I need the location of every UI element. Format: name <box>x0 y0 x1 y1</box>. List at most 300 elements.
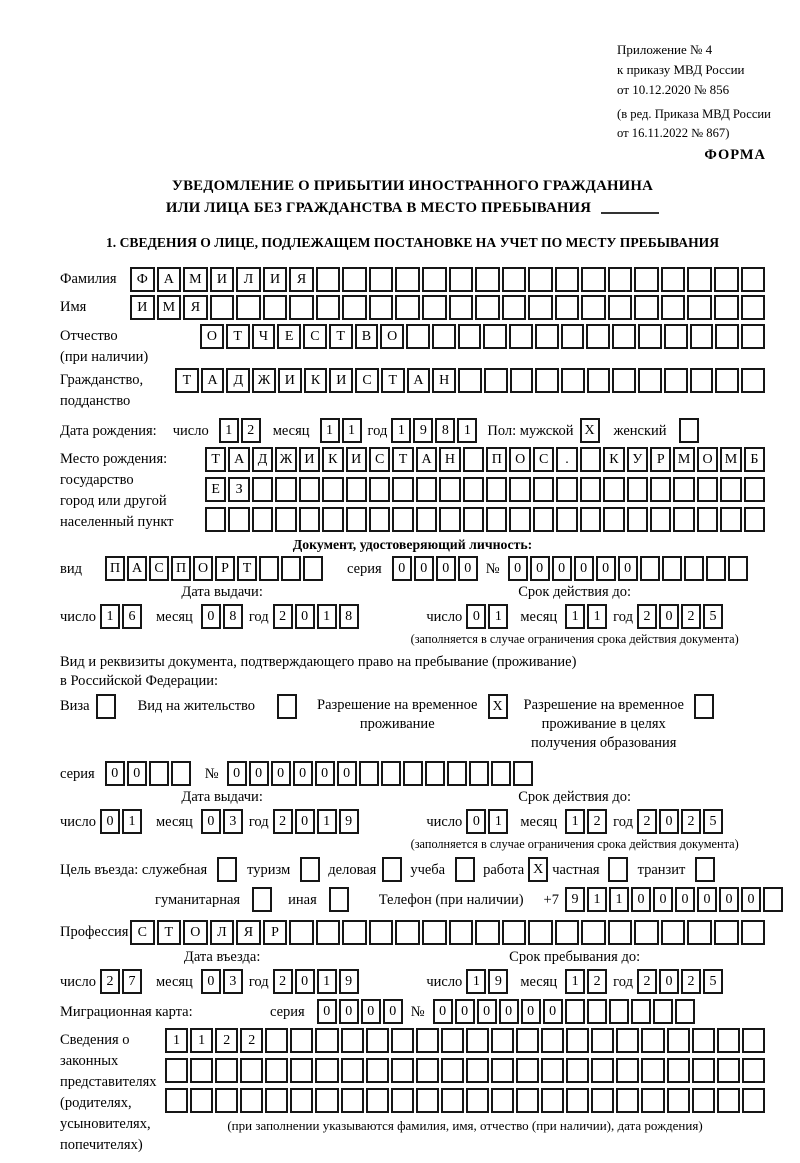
char-cell[interactable]: 0 <box>508 556 528 581</box>
char-cell[interactable] <box>692 1088 715 1113</box>
char-cell[interactable] <box>215 1058 238 1083</box>
char-cell[interactable] <box>290 1028 313 1053</box>
char-cell[interactable] <box>165 1058 188 1083</box>
char-cell[interactable] <box>165 1088 188 1113</box>
char-cell[interactable]: 1 <box>165 1028 188 1053</box>
char-cell[interactable] <box>275 507 296 532</box>
char-cell[interactable] <box>717 1058 740 1083</box>
char-cell[interactable]: К <box>322 447 343 472</box>
char-cell[interactable]: И <box>346 447 367 472</box>
char-cell[interactable] <box>556 507 577 532</box>
char-cell[interactable] <box>587 368 611 393</box>
entry-day-boxes[interactable] <box>100 969 142 994</box>
iddoc-valid-day-boxes[interactable] <box>466 604 508 629</box>
char-cell[interactable] <box>634 295 659 320</box>
char-cell[interactable] <box>662 556 682 581</box>
char-cell[interactable] <box>342 295 367 320</box>
char-cell[interactable] <box>491 761 511 786</box>
char-cell[interactable]: 0 <box>361 999 381 1024</box>
char-cell[interactable]: Я <box>236 920 261 945</box>
char-cell[interactable]: . <box>556 447 577 472</box>
char-cell[interactable] <box>695 857 715 882</box>
char-cell[interactable] <box>447 761 467 786</box>
char-cell[interactable] <box>391 1028 414 1053</box>
char-cell[interactable] <box>556 477 577 502</box>
char-cell[interactable] <box>608 267 633 292</box>
char-cell[interactable] <box>316 295 341 320</box>
char-cell[interactable] <box>439 507 460 532</box>
char-cell[interactable]: 2 <box>587 969 607 994</box>
char-cell[interactable] <box>653 999 673 1024</box>
char-cell[interactable] <box>741 324 765 349</box>
char-cell[interactable] <box>581 267 606 292</box>
char-cell[interactable]: 0 <box>596 556 616 581</box>
char-cell[interactable] <box>586 324 610 349</box>
char-cell[interactable] <box>720 477 741 502</box>
char-cell[interactable] <box>741 920 766 945</box>
char-cell[interactable] <box>346 507 367 532</box>
char-cell[interactable] <box>516 1028 539 1053</box>
char-cell[interactable] <box>561 368 585 393</box>
char-cell[interactable] <box>690 368 714 393</box>
char-cell[interactable] <box>395 267 420 292</box>
char-cell[interactable] <box>717 1088 740 1113</box>
purpose-private-checkbox[interactable] <box>608 857 628 882</box>
char-cell[interactable] <box>341 1028 364 1053</box>
char-cell[interactable] <box>366 1058 389 1083</box>
char-cell[interactable] <box>528 295 553 320</box>
permit-issue-year-boxes[interactable] <box>273 809 359 834</box>
char-cell[interactable] <box>650 507 671 532</box>
char-cell[interactable]: И <box>329 368 353 393</box>
char-cell[interactable] <box>631 999 651 1024</box>
char-cell[interactable] <box>566 1028 589 1053</box>
char-cell[interactable] <box>263 295 288 320</box>
char-cell[interactable]: 0 <box>201 969 221 994</box>
char-cell[interactable] <box>608 295 633 320</box>
char-cell[interactable] <box>667 1088 690 1113</box>
char-cell[interactable] <box>667 1028 690 1053</box>
char-cell[interactable] <box>341 1058 364 1083</box>
char-cell[interactable] <box>290 1058 313 1083</box>
char-cell[interactable] <box>486 507 507 532</box>
char-cell[interactable]: 0 <box>295 604 315 629</box>
char-cell[interactable] <box>149 761 169 786</box>
char-cell[interactable] <box>673 477 694 502</box>
char-cell[interactable] <box>265 1058 288 1083</box>
char-cell[interactable] <box>259 556 279 581</box>
char-cell[interactable]: 2 <box>273 809 293 834</box>
char-cell[interactable] <box>714 267 739 292</box>
char-cell[interactable] <box>690 324 714 349</box>
char-cell[interactable] <box>516 1058 539 1083</box>
char-cell[interactable]: 0 <box>659 969 679 994</box>
char-cell[interactable] <box>265 1028 288 1053</box>
char-cell[interactable]: 1 <box>391 418 411 443</box>
permit-valid-month-boxes[interactable] <box>565 809 607 834</box>
stay-year-boxes[interactable] <box>637 969 723 994</box>
char-cell[interactable]: Д <box>226 368 250 393</box>
char-cell[interactable] <box>228 507 249 532</box>
char-cell[interactable] <box>694 694 714 719</box>
char-cell[interactable]: С <box>533 447 554 472</box>
char-cell[interactable] <box>692 1058 715 1083</box>
char-cell[interactable] <box>687 295 712 320</box>
char-cell[interactable]: Ч <box>252 324 276 349</box>
female-checkbox[interactable] <box>679 418 699 443</box>
patronymic-boxes[interactable] <box>200 324 765 349</box>
char-cell[interactable] <box>741 267 766 292</box>
char-cell[interactable] <box>475 295 500 320</box>
char-cell[interactable] <box>591 1058 614 1083</box>
permit-issue-day-boxes[interactable] <box>100 809 142 834</box>
char-cell[interactable]: Т <box>237 556 257 581</box>
char-cell[interactable]: 2 <box>240 1028 263 1053</box>
char-cell[interactable] <box>449 920 474 945</box>
permit-valid-day-boxes[interactable] <box>466 809 508 834</box>
char-cell[interactable] <box>290 1088 313 1113</box>
char-cell[interactable]: 0 <box>455 999 475 1024</box>
char-cell[interactable] <box>509 507 530 532</box>
char-cell[interactable] <box>581 920 606 945</box>
char-cell[interactable] <box>581 295 606 320</box>
purpose-business-checkbox[interactable] <box>382 857 402 882</box>
char-cell[interactable]: 0 <box>499 999 519 1024</box>
char-cell[interactable] <box>634 920 659 945</box>
char-cell[interactable] <box>441 1028 464 1053</box>
char-cell[interactable]: 2 <box>241 418 261 443</box>
profession-boxes[interactable] <box>130 920 765 945</box>
representatives-boxes-row-2[interactable] <box>165 1058 765 1083</box>
char-cell[interactable] <box>299 507 320 532</box>
char-cell[interactable]: Т <box>381 368 405 393</box>
char-cell[interactable]: 9 <box>565 887 585 912</box>
char-cell[interactable]: 8 <box>339 604 359 629</box>
char-cell[interactable]: 9 <box>339 969 359 994</box>
char-cell[interactable]: 0 <box>317 999 337 1024</box>
char-cell[interactable]: С <box>369 447 390 472</box>
char-cell[interactable] <box>566 1088 589 1113</box>
char-cell[interactable]: 3 <box>223 969 243 994</box>
char-cell[interactable] <box>714 920 739 945</box>
char-cell[interactable] <box>289 920 314 945</box>
char-cell[interactable]: 5 <box>703 604 723 629</box>
char-cell[interactable] <box>580 477 601 502</box>
char-cell[interactable]: 2 <box>273 969 293 994</box>
char-cell[interactable] <box>369 920 394 945</box>
char-cell[interactable] <box>342 267 367 292</box>
char-cell[interactable] <box>483 324 507 349</box>
stay-day-boxes[interactable] <box>466 969 508 994</box>
char-cell[interactable] <box>366 1028 389 1053</box>
char-cell[interactable] <box>533 477 554 502</box>
char-cell[interactable]: 0 <box>675 887 695 912</box>
char-cell[interactable] <box>664 324 688 349</box>
char-cell[interactable]: А <box>407 368 431 393</box>
char-cell[interactable]: 3 <box>223 809 243 834</box>
char-cell[interactable] <box>432 324 456 349</box>
char-cell[interactable] <box>609 999 629 1024</box>
char-cell[interactable] <box>541 1058 564 1083</box>
char-cell[interactable]: 0 <box>339 999 359 1024</box>
char-cell[interactable]: И <box>130 295 155 320</box>
char-cell[interactable] <box>416 1028 439 1053</box>
char-cell[interactable] <box>366 1088 389 1113</box>
char-cell[interactable] <box>591 1088 614 1113</box>
char-cell[interactable]: Л <box>236 267 261 292</box>
char-cell[interactable] <box>392 507 413 532</box>
char-cell[interactable]: 5 <box>703 969 723 994</box>
char-cell[interactable] <box>463 447 484 472</box>
char-cell[interactable]: 2 <box>100 969 120 994</box>
char-cell[interactable] <box>502 920 527 945</box>
migcard-number-boxes[interactable] <box>433 999 695 1024</box>
char-cell[interactable]: 2 <box>637 809 657 834</box>
char-cell[interactable]: 0 <box>466 809 486 834</box>
char-cell[interactable] <box>742 1058 765 1083</box>
char-cell[interactable]: П <box>486 447 507 472</box>
char-cell[interactable] <box>315 1088 338 1113</box>
char-cell[interactable] <box>715 324 739 349</box>
char-cell[interactable] <box>486 477 507 502</box>
char-cell[interactable] <box>555 295 580 320</box>
char-cell[interactable]: 0 <box>249 761 269 786</box>
char-cell[interactable]: Е <box>205 477 226 502</box>
char-cell[interactable] <box>342 920 367 945</box>
char-cell[interactable]: 0 <box>271 761 291 786</box>
char-cell[interactable] <box>641 1028 664 1053</box>
char-cell[interactable] <box>369 477 390 502</box>
char-cell[interactable] <box>439 477 460 502</box>
char-cell[interactable]: Р <box>263 920 288 945</box>
char-cell[interactable] <box>96 694 116 719</box>
char-cell[interactable]: 0 <box>433 999 453 1024</box>
char-cell[interactable]: 1 <box>587 887 607 912</box>
char-cell[interactable] <box>382 857 402 882</box>
char-cell[interactable] <box>369 267 394 292</box>
char-cell[interactable] <box>697 507 718 532</box>
char-cell[interactable]: 6 <box>122 604 142 629</box>
char-cell[interactable]: 0 <box>697 887 717 912</box>
char-cell[interactable]: 0 <box>618 556 638 581</box>
char-cell[interactable] <box>714 295 739 320</box>
char-cell[interactable] <box>341 1088 364 1113</box>
char-cell[interactable] <box>684 556 704 581</box>
char-cell[interactable] <box>416 507 437 532</box>
char-cell[interactable]: 2 <box>637 604 657 629</box>
char-cell[interactable] <box>455 857 475 882</box>
char-cell[interactable]: И <box>278 368 302 393</box>
char-cell[interactable]: 1 <box>457 418 477 443</box>
char-cell[interactable] <box>416 1058 439 1083</box>
char-cell[interactable] <box>449 295 474 320</box>
char-cell[interactable]: 0 <box>392 556 412 581</box>
char-cell[interactable]: 1 <box>219 418 239 443</box>
char-cell[interactable]: 0 <box>100 809 120 834</box>
char-cell[interactable]: О <box>193 556 213 581</box>
char-cell[interactable] <box>381 761 401 786</box>
char-cell[interactable] <box>763 887 783 912</box>
char-cell[interactable] <box>190 1058 213 1083</box>
char-cell[interactable]: Т <box>175 368 199 393</box>
char-cell[interactable] <box>535 324 559 349</box>
char-cell[interactable]: X <box>528 857 548 882</box>
char-cell[interactable] <box>638 324 662 349</box>
char-cell[interactable]: Я <box>289 267 314 292</box>
char-cell[interactable] <box>369 507 390 532</box>
char-cell[interactable]: Р <box>215 556 235 581</box>
iddoc-issue-day-boxes[interactable] <box>100 604 142 629</box>
char-cell[interactable]: А <box>416 447 437 472</box>
char-cell[interactable] <box>535 368 559 393</box>
birthplace-boxes-row-3[interactable] <box>205 507 765 532</box>
char-cell[interactable] <box>715 368 739 393</box>
char-cell[interactable] <box>616 1028 639 1053</box>
char-cell[interactable] <box>217 857 237 882</box>
representatives-boxes-row-1[interactable] <box>165 1028 765 1053</box>
char-cell[interactable]: Т <box>205 447 226 472</box>
char-cell[interactable]: 1 <box>122 809 142 834</box>
iddoc-valid-month-boxes[interactable] <box>565 604 607 629</box>
purpose-work-checkbox[interactable] <box>528 857 548 882</box>
char-cell[interactable]: 2 <box>587 809 607 834</box>
char-cell[interactable]: Н <box>439 447 460 472</box>
char-cell[interactable]: X <box>580 418 600 443</box>
char-cell[interactable] <box>741 295 766 320</box>
char-cell[interactable] <box>616 1058 639 1083</box>
purpose-transit-checkbox[interactable] <box>695 857 715 882</box>
char-cell[interactable] <box>692 1028 715 1053</box>
char-cell[interactable]: А <box>157 267 182 292</box>
char-cell[interactable] <box>392 477 413 502</box>
char-cell[interactable] <box>587 999 607 1024</box>
char-cell[interactable]: 0 <box>383 999 403 1024</box>
char-cell[interactable] <box>484 368 508 393</box>
char-cell[interactable]: 1 <box>466 969 486 994</box>
char-cell[interactable] <box>675 999 695 1024</box>
char-cell[interactable] <box>265 1088 288 1113</box>
char-cell[interactable] <box>687 267 712 292</box>
char-cell[interactable] <box>687 920 712 945</box>
char-cell[interactable]: А <box>228 447 249 472</box>
char-cell[interactable] <box>533 507 554 532</box>
char-cell[interactable] <box>555 920 580 945</box>
char-cell[interactable] <box>475 920 500 945</box>
char-cell[interactable] <box>717 1028 740 1053</box>
char-cell[interactable] <box>466 1028 489 1053</box>
char-cell[interactable] <box>458 368 482 393</box>
char-cell[interactable]: 0 <box>659 809 679 834</box>
char-cell[interactable] <box>491 1058 514 1083</box>
char-cell[interactable] <box>661 920 686 945</box>
citizenship-boxes[interactable] <box>175 368 765 393</box>
char-cell[interactable]: В <box>355 324 379 349</box>
char-cell[interactable]: 0 <box>201 809 221 834</box>
char-cell[interactable] <box>661 267 686 292</box>
purpose-study-checkbox[interactable] <box>455 857 475 882</box>
char-cell[interactable] <box>303 556 323 581</box>
char-cell[interactable] <box>608 920 633 945</box>
char-cell[interactable]: Ж <box>275 447 296 472</box>
char-cell[interactable]: 0 <box>127 761 147 786</box>
char-cell[interactable] <box>510 368 534 393</box>
char-cell[interactable] <box>491 1088 514 1113</box>
iddoc-issue-year-boxes[interactable] <box>273 604 359 629</box>
char-cell[interactable]: К <box>304 368 328 393</box>
char-cell[interactable] <box>612 368 636 393</box>
char-cell[interactable]: 1 <box>342 418 362 443</box>
birthplace-boxes-row-1[interactable] <box>205 447 765 472</box>
char-cell[interactable]: 0 <box>719 887 739 912</box>
char-cell[interactable] <box>697 477 718 502</box>
purpose-tourism-checkbox[interactable] <box>300 857 320 882</box>
char-cell[interactable]: 0 <box>521 999 541 1024</box>
char-cell[interactable]: 0 <box>201 604 221 629</box>
char-cell[interactable]: 2 <box>637 969 657 994</box>
char-cell[interactable]: 9 <box>488 969 508 994</box>
char-cell[interactable] <box>236 295 261 320</box>
stay-month-boxes[interactable] <box>565 969 607 994</box>
char-cell[interactable] <box>359 761 379 786</box>
char-cell[interactable]: А <box>201 368 225 393</box>
char-cell[interactable] <box>425 761 445 786</box>
char-cell[interactable]: 0 <box>741 887 761 912</box>
char-cell[interactable]: О <box>380 324 404 349</box>
char-cell[interactable] <box>289 295 314 320</box>
char-cell[interactable]: 1 <box>100 604 120 629</box>
char-cell[interactable] <box>491 1028 514 1053</box>
char-cell[interactable] <box>513 761 533 786</box>
char-cell[interactable]: 0 <box>227 761 247 786</box>
char-cell[interactable]: С <box>355 368 379 393</box>
char-cell[interactable]: У <box>627 447 648 472</box>
char-cell[interactable]: 8 <box>435 418 455 443</box>
char-cell[interactable] <box>591 1028 614 1053</box>
char-cell[interactable]: Л <box>210 920 235 945</box>
char-cell[interactable]: 0 <box>458 556 478 581</box>
char-cell[interactable]: 0 <box>659 604 679 629</box>
char-cell[interactable]: X <box>488 694 508 719</box>
char-cell[interactable]: 1 <box>488 809 508 834</box>
char-cell[interactable]: М <box>720 447 741 472</box>
char-cell[interactable]: П <box>171 556 191 581</box>
char-cell[interactable] <box>616 1088 639 1113</box>
char-cell[interactable]: Б <box>744 447 765 472</box>
char-cell[interactable] <box>638 368 662 393</box>
char-cell[interactable]: Д <box>252 447 273 472</box>
char-cell[interactable]: П <box>105 556 125 581</box>
doc-kind-boxes[interactable] <box>105 556 323 581</box>
char-cell[interactable]: 1 <box>320 418 340 443</box>
char-cell[interactable]: С <box>303 324 327 349</box>
char-cell[interactable] <box>580 507 601 532</box>
char-cell[interactable]: 2 <box>273 604 293 629</box>
char-cell[interactable] <box>329 887 349 912</box>
char-cell[interactable]: 1 <box>317 604 337 629</box>
char-cell[interactable]: Ж <box>252 368 276 393</box>
char-cell[interactable] <box>603 507 624 532</box>
char-cell[interactable] <box>322 477 343 502</box>
char-cell[interactable]: Ф <box>130 267 155 292</box>
char-cell[interactable]: 9 <box>339 809 359 834</box>
male-checkbox[interactable] <box>580 418 600 443</box>
temp-permit-checkbox[interactable] <box>488 694 508 719</box>
char-cell[interactable]: И <box>299 447 320 472</box>
char-cell[interactable] <box>391 1058 414 1083</box>
permit-issue-month-boxes[interactable] <box>201 809 243 834</box>
iddoc-issue-month-boxes[interactable] <box>201 604 243 629</box>
char-cell[interactable] <box>541 1088 564 1113</box>
